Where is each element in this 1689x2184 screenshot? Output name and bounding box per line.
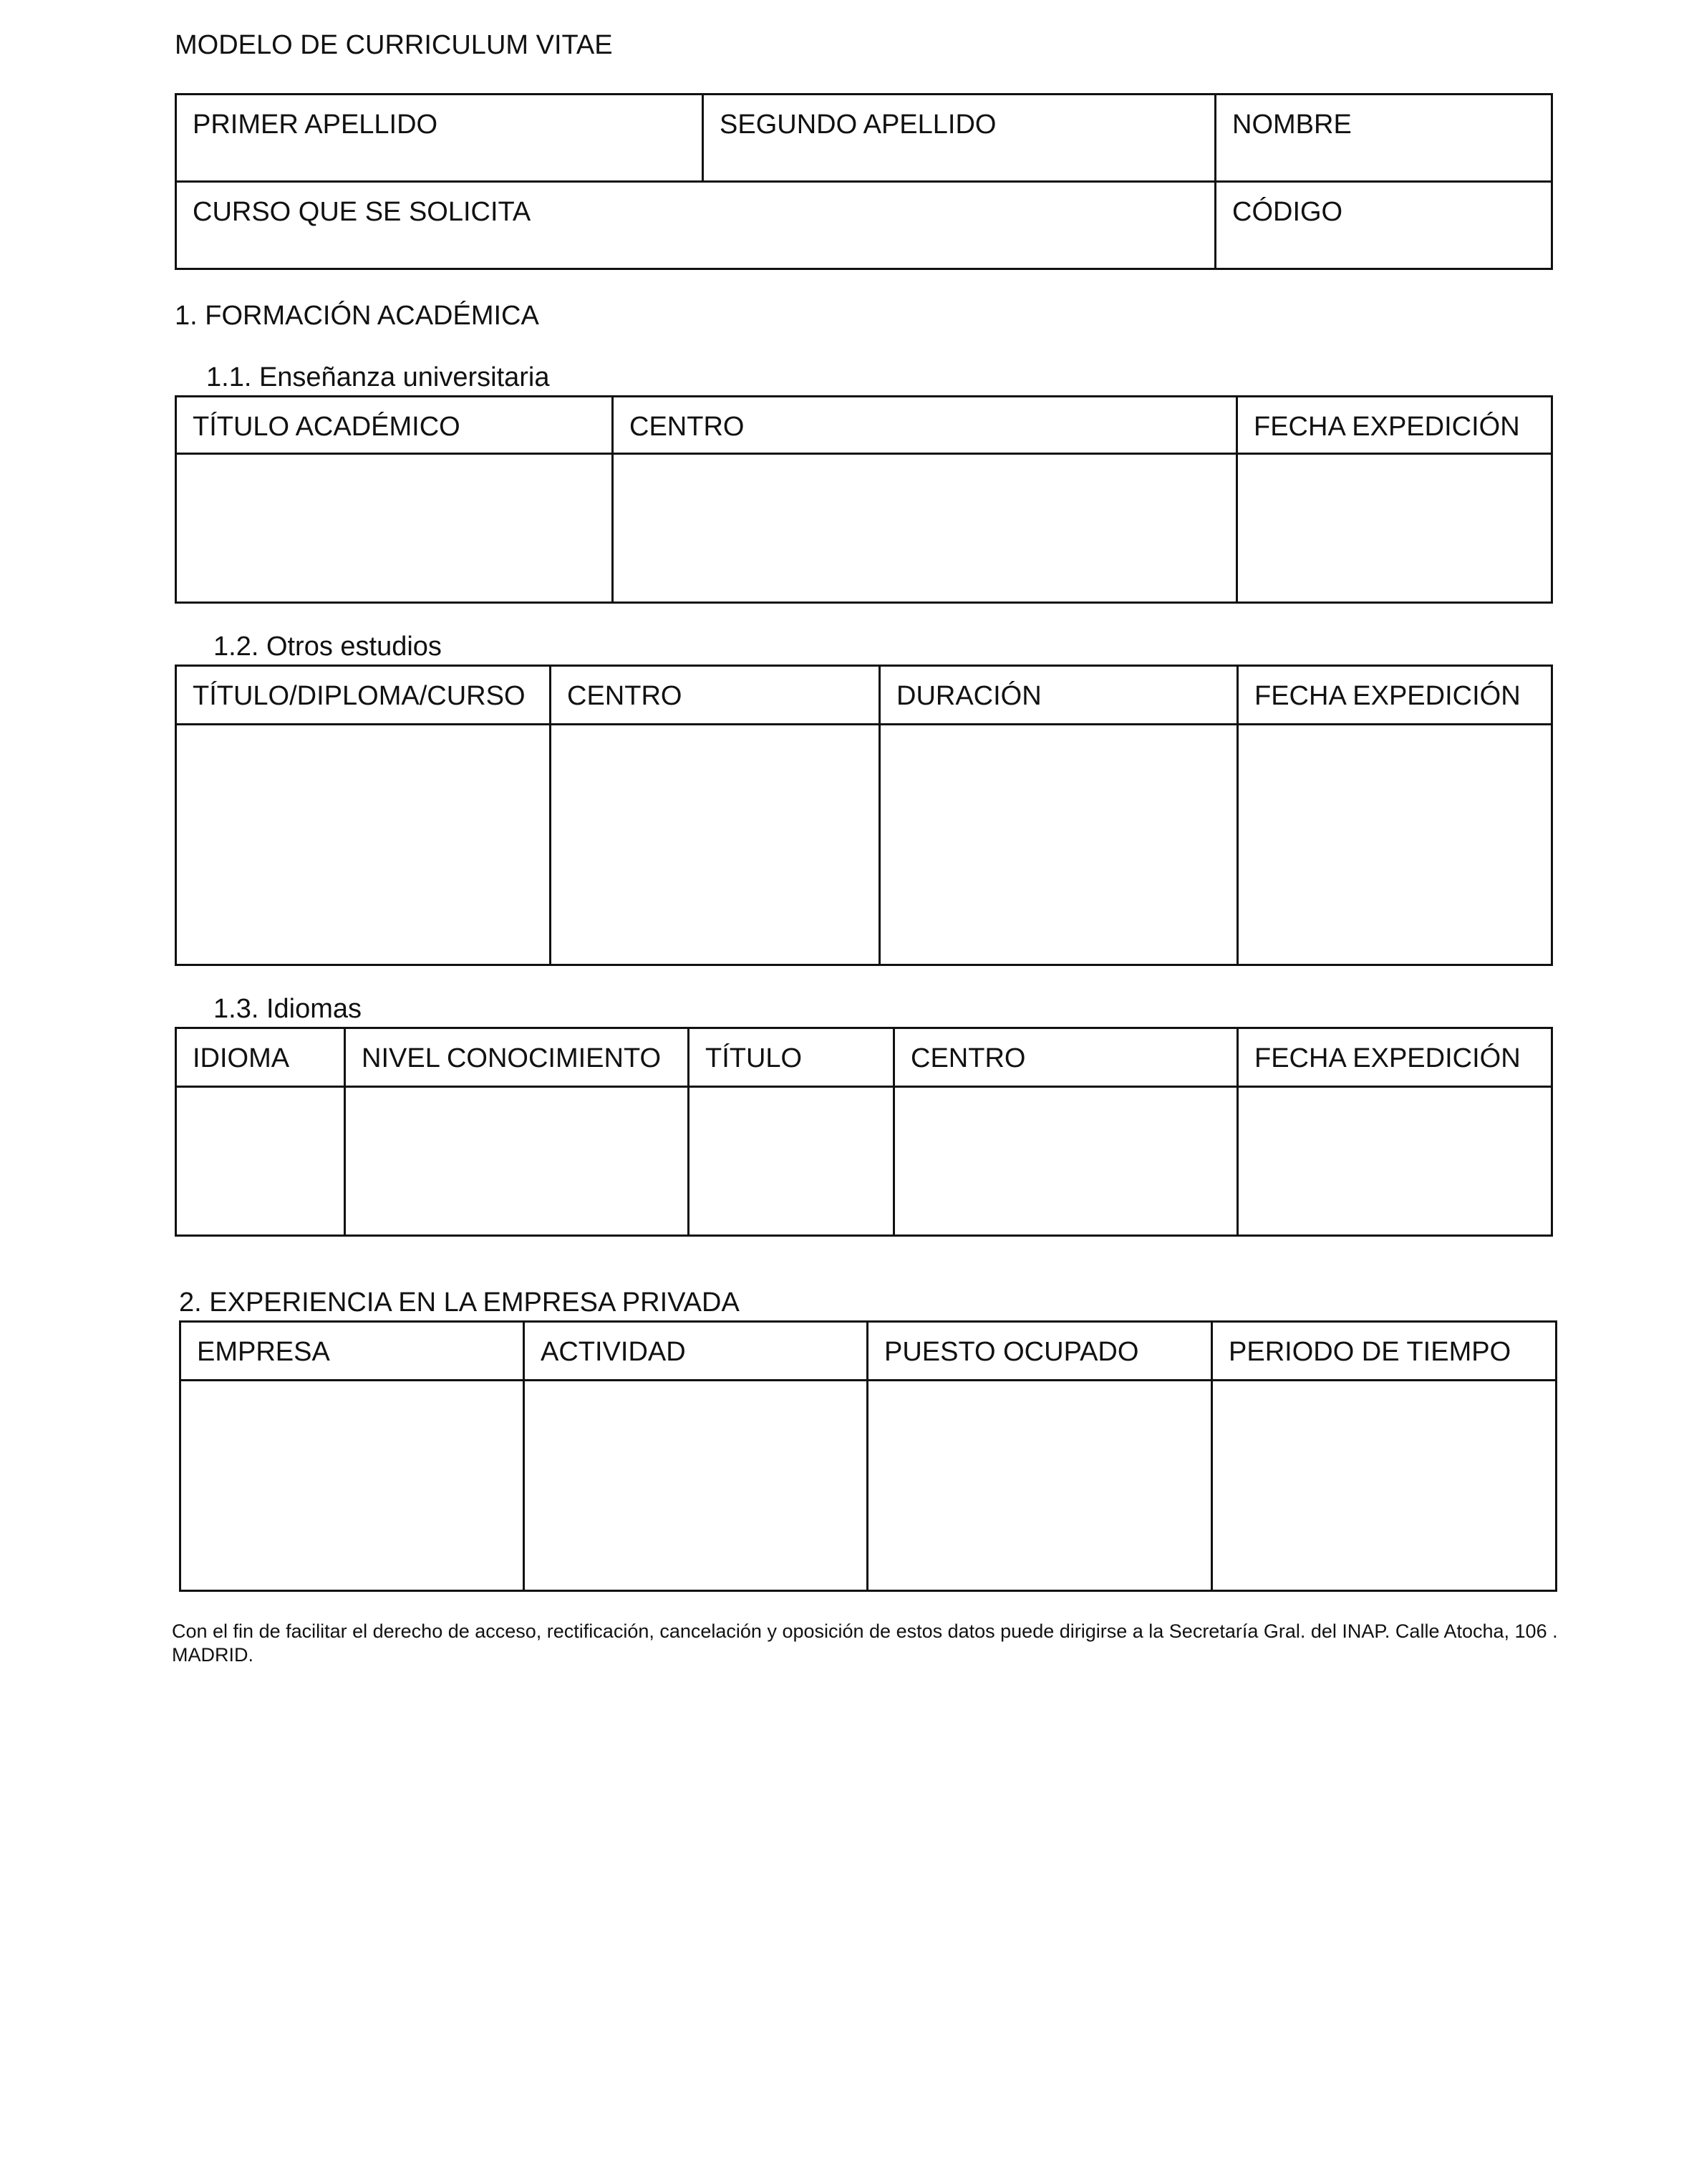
column-header-titulo-academico: TÍTULO ACADÉMICO <box>176 397 613 454</box>
section-2-heading: 2. EXPERIENCIA EN LA EMPRESA PRIVADA <box>179 1287 740 1318</box>
cell-fecha-expedicion[interactable] <box>1238 1087 1552 1236</box>
cell-empresa[interactable] <box>180 1381 524 1591</box>
field-primer-apellido[interactable]: PRIMER APELLIDO <box>176 95 703 182</box>
column-header-periodo-de-tiempo: PERIODO DE TIEMPO <box>1212 1322 1557 1381</box>
cell-idioma[interactable] <box>176 1087 345 1236</box>
cell-nivel-conocimiento[interactable] <box>345 1087 689 1236</box>
cell-centro[interactable] <box>613 454 1237 603</box>
column-header-centro: CENTRO <box>551 666 880 725</box>
cell-periodo-de-tiempo[interactable] <box>1212 1381 1557 1591</box>
column-header-centro: CENTRO <box>613 397 1237 454</box>
column-header-titulo-diploma-curso: TÍTULO/DIPLOMA/CURSO <box>176 666 551 725</box>
cell-titulo-diploma-curso[interactable] <box>176 725 551 965</box>
field-segundo-apellido[interactable]: SEGUNDO APELLIDO <box>703 95 1216 182</box>
cell-duracion[interactable] <box>880 725 1238 965</box>
section-1-heading: 1. FORMACIÓN ACADÉMICA <box>175 301 539 331</box>
column-header-fecha-expedicion: FECHA EXPEDICIÓN <box>1237 397 1552 454</box>
field-curso-solicitado[interactable]: CURSO QUE SE SOLICITA <box>176 182 1216 269</box>
subsection-1-2-heading: 1.2. Otros estudios <box>213 632 442 662</box>
cell-puesto-ocupado[interactable] <box>868 1381 1212 1591</box>
column-header-empresa: EMPRESA <box>180 1322 524 1381</box>
cell-titulo-academico[interactable] <box>176 454 613 603</box>
column-header-fecha-expedicion: FECHA EXPEDICIÓN <box>1238 666 1552 725</box>
cell-actividad[interactable] <box>524 1381 868 1591</box>
column-header-centro: CENTRO <box>894 1028 1238 1087</box>
subsection-1-1-heading: 1.1. Enseñanza universitaria <box>206 362 550 392</box>
column-header-duracion: DURACIÓN <box>880 666 1238 725</box>
cell-titulo[interactable] <box>689 1087 894 1236</box>
field-codigo[interactable]: CÓDIGO <box>1216 182 1552 269</box>
private-sector-experience-table <box>179 1320 1557 1592</box>
cell-fecha-expedicion[interactable] <box>1238 725 1552 965</box>
languages-table <box>175 1027 1553 1237</box>
column-header-titulo: TÍTULO <box>689 1028 894 1087</box>
data-protection-note: Con el fin de facilitar el derecho de acceso, rectificación, cancelación y oposición de estos datos puede dirigirse a la Secretaría Gral. del INAP. Calle Atocha, 106 . MADRID. <box>172 1620 1558 1666</box>
column-header-puesto-ocupado: PUESTO OCUPADO <box>868 1322 1212 1381</box>
column-header-idioma: IDIOMA <box>176 1028 345 1087</box>
applicant-header-table <box>175 93 1553 270</box>
other-studies-table <box>175 665 1553 966</box>
column-header-actividad: ACTIVIDAD <box>524 1322 868 1381</box>
university-education-table <box>175 395 1553 604</box>
cell-fecha-expedicion[interactable] <box>1237 454 1552 603</box>
document-title: MODELO DE CURRICULUM VITAE <box>175 30 613 60</box>
column-header-nivel-conocimiento: NIVEL CONOCIMIENTO <box>345 1028 689 1087</box>
column-header-fecha-expedicion: FECHA EXPEDICIÓN <box>1238 1028 1552 1087</box>
subsection-1-3-heading: 1.3. Idiomas <box>213 994 362 1024</box>
cell-centro[interactable] <box>894 1087 1238 1236</box>
cell-centro[interactable] <box>551 725 880 965</box>
field-nombre[interactable]: NOMBRE <box>1216 95 1552 182</box>
